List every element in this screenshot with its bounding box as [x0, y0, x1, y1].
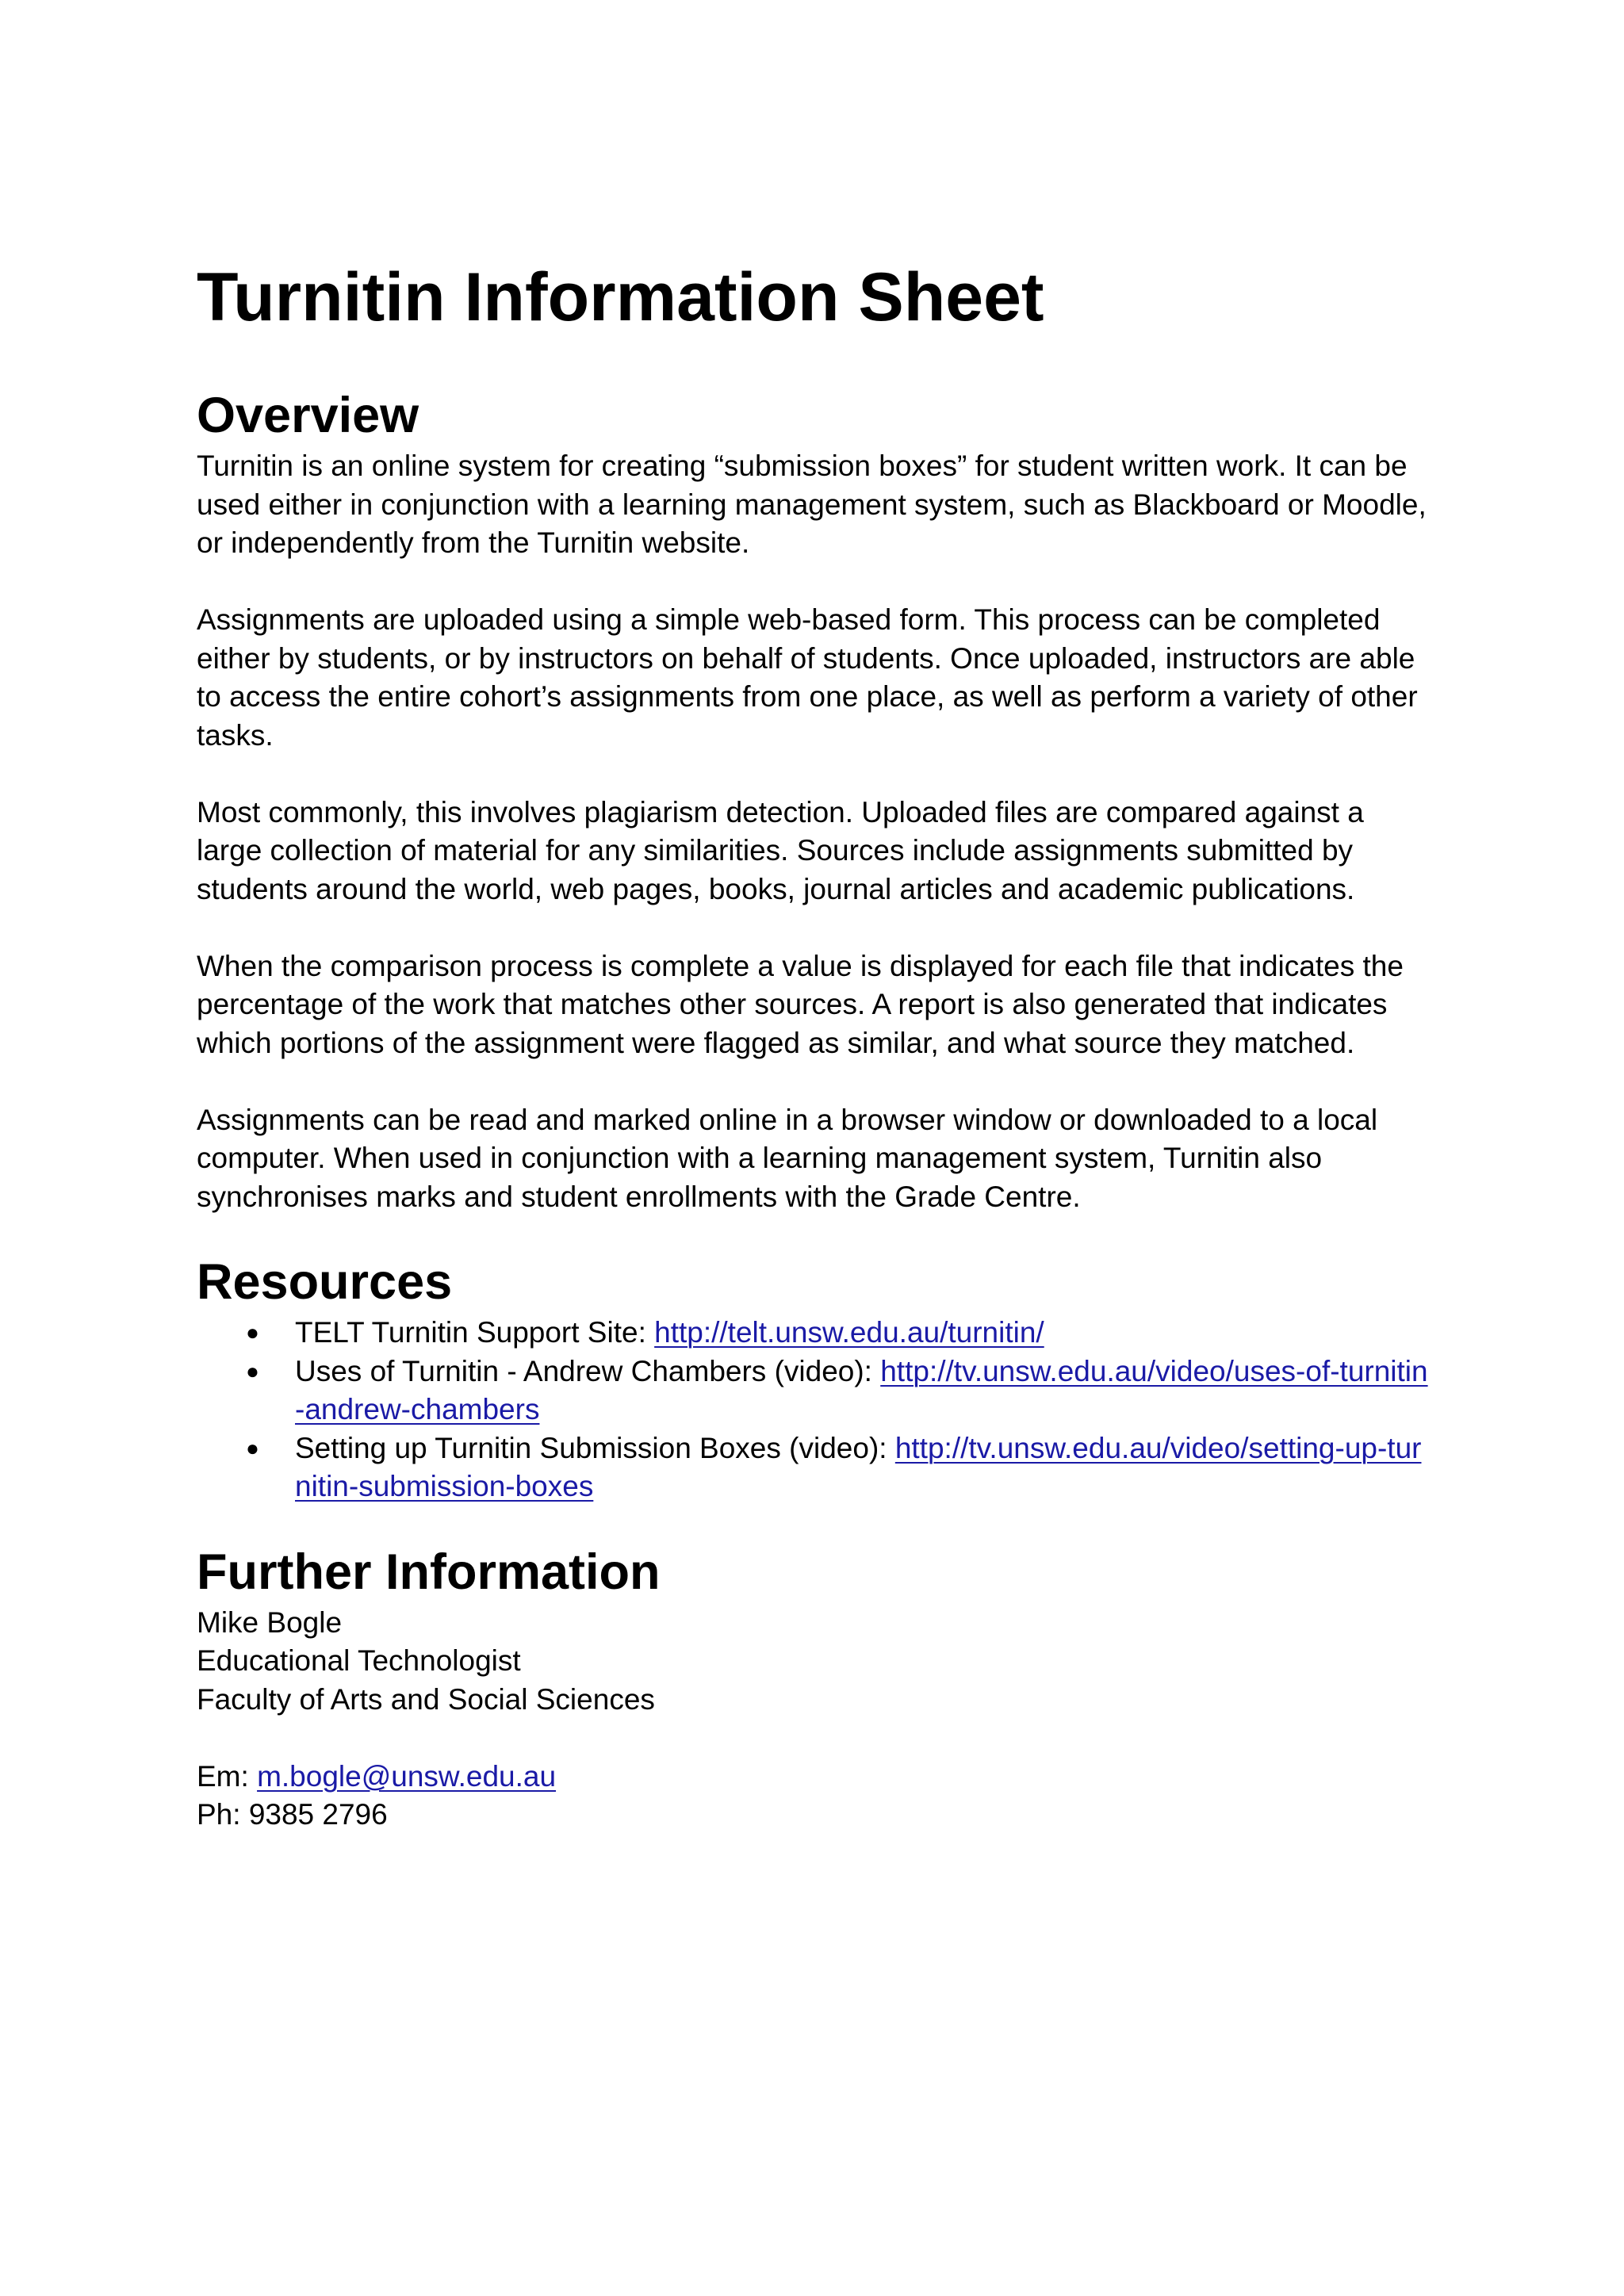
resource-item-telt-support: [197, 1314, 1434, 1353]
overview-paragraph: Assignments are uploaded using a simple web-based form. This process can be completed either by students, or by instructors on behalf of students. Once uploaded, instructors are able to access the entire cohort’s assignments from one place, as well as perform a variety of other tasks.: [197, 603, 1418, 752]
overview-paragraph: Most commonly, this involves plagiarism detection. Uploaded files are compared against a large collection of material for any similarities. Sources include assignments submitted by students around the world, web pages, books, journal articles and academic publications.: [197, 795, 1364, 905]
overview-paragraph: Turnitin is an online system for creating “submission boxes” for student written work. It can be used either in conjunction with a learning management system, such as Blackboard or Moodle, or independently from the Turnitin website.: [197, 450, 1427, 559]
uses-of-turnitin-video-link[interactable]: http://tv.unsw.edu.au/video/uses-of-turnitin-andrew-chambers: [295, 1354, 1428, 1425]
bullet-icon: ●: [246, 1320, 259, 1345]
document-title: Turnitin Information Sheet: [197, 259, 1044, 335]
overview-section: [197, 447, 1434, 1216]
document-content: [197, 258, 1434, 1835]
resources-heading: Resources: [197, 1254, 453, 1310]
resource-item-setting-up-boxes: [197, 1429, 1434, 1506]
resource-label: Uses of Turnitin - Andrew Chambers (video):: [295, 1354, 881, 1387]
overview-paragraph: Assignments can be read and marked online in a browser window or downloaded to a local computer. When used in conjunction with a learning management system, Turnitin also synchronises marks and student enrollments with the Grade Centre.: [197, 1103, 1378, 1213]
telt-support-link[interactable]: http://telt.unsw.edu.au/turnitin/: [654, 1316, 1044, 1349]
contact-email-line: [197, 1758, 1434, 1797]
contact-role: Educational Technologist: [197, 1644, 521, 1677]
bullet-icon: ●: [246, 1358, 259, 1383]
bullet-icon: ●: [246, 1435, 259, 1460]
spacer: [197, 1719, 1434, 1758]
contact-details: [197, 1604, 1434, 1835]
setting-up-submission-boxes-video-link[interactable]: http://tv.unsw.edu.au/video/setting-up-turnitin-submission-boxes: [295, 1431, 1422, 1502]
contact-phone: Ph: 9385 2796: [197, 1798, 388, 1831]
resources-list: [197, 1314, 1434, 1506]
further-information-heading: Further Information: [197, 1544, 661, 1600]
overview-paragraph: When the comparison process is complete a value is displayed for each file that indicates the percentage of the work that matches other sources. A report is also generated that indicates which portions of the assignment were flagged as similar, and what source they matched.: [197, 949, 1404, 1059]
email-link[interactable]: m.bogle@unsw.edu.au: [257, 1759, 557, 1793]
resource-label: TELT Turnitin Support Site:: [295, 1316, 655, 1349]
email-label: Em:: [197, 1759, 258, 1793]
overview-heading: Overview: [197, 388, 419, 443]
contact-faculty: Faculty of Arts and Social Sciences: [197, 1682, 655, 1716]
resource-item-uses-of-turnitin: [197, 1353, 1434, 1429]
contact-name: Mike Bogle: [197, 1605, 343, 1639]
resource-label: Setting up Turnitin Submission Boxes (video):: [295, 1431, 895, 1464]
